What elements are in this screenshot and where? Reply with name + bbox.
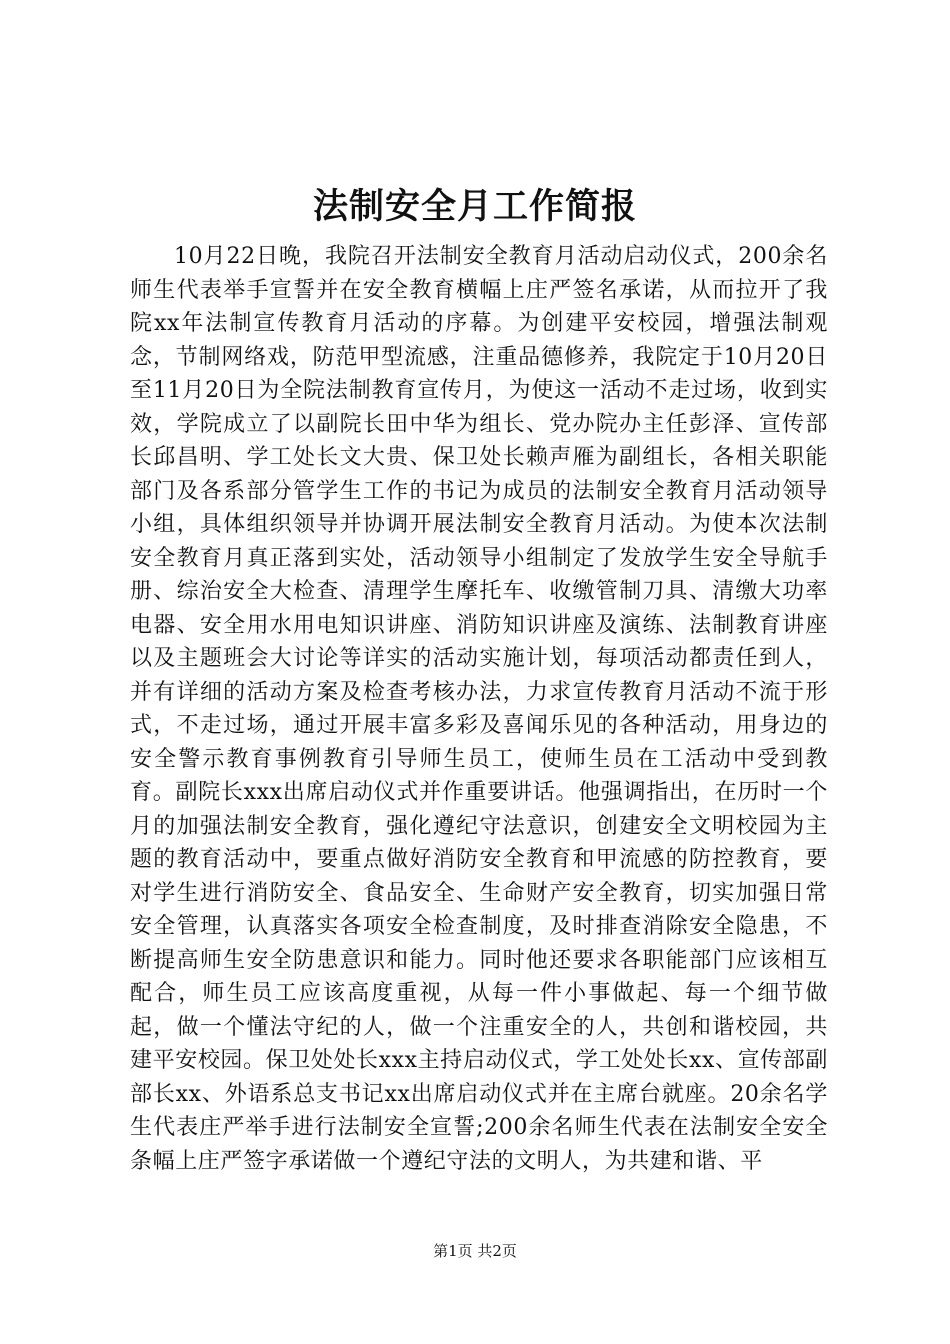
document-title: 法制安全月工作简报 [312, 186, 637, 227]
document-body-paragraph: 10月22日晚，我院召开法制安全教育月活动启动仪式，200余名师生代表举手宣誓并在安全教育横幅上庄严签名承诺，从而拉开了我院xx年法制宣传教育月活动的序幕。为创建平安校园，增强法制观念，节制网络戏，防范甲型流感，注重品德修养，我院定于10月20日至11月20日为全院法制教育宣传月，为使这一活动不走过场，收到实效，学院成立了以副院长田中华为组长、党办院办主任彭泽、宣传部长邱昌明、学工处长文大贵、保卫处长赖声雁为副组长，各相关职能部门及各系部分管学生工作的书记为成员的法制安全教育月活动领导小组，具体组织领导并协调开展法制安全教育月活动。为使本次法制安全教育月真正落到实处，活动领导小组制定了发放学生安全导航手册、综治安全大检查、清理学生摩托车、收缴管制刀具、清缴大功率电器、安全用水用电知识讲座、消防知识讲座及演练、法制教育讲座以及主题班会大讨论等详实的活动实施计划，每项活动都责任到人，并有详细的活动方案及检查考核办法，力求宣传教育月活动不流于形式，不走过场，通过开展丰富多彩及喜闻乐见的各种活动，用身边的安全警示教育事例教育引导师生员工，使师生员在工活动中受到教育。副院长xxx出席启动仪式并作重要讲话。他强调指出，在历时一个月的加强法制安全教育，强化遵纪守法意识，创建安全文明校园为主题的教育活动中，要重点做好消防安全教育和甲流感的防控教育，要对学生进行消防安全、食品安全、生命财产安全教育，切实加强日常安全管理，认真落实各项安全检查制度，及时排查消除安全隐患，不断提高师生安全防患意识和能力。同时他还要求各职能部门应该相互配合，师生员工应该高度重视，从每一件小事做起、每一个细节做起，做一个懂法守纪的人，做一个注重安全的人，共创和谐校园，共建平安校园。保卫处处长xxx主持启动仪式，学工处处长xx、宣传部副部长xx、外语系总支书记xx出席启动仪式并在主席台就座。20余名学生代表庄严举手进行法制安全宣誓;200余名师生代表在法制安全安全条幅上庄严签字承诺做一个遵纪守法的文明人，为共建和谐、平 [130, 244, 828, 1174]
page-number-footer: 第1页 共2页 [433, 1242, 517, 1260]
